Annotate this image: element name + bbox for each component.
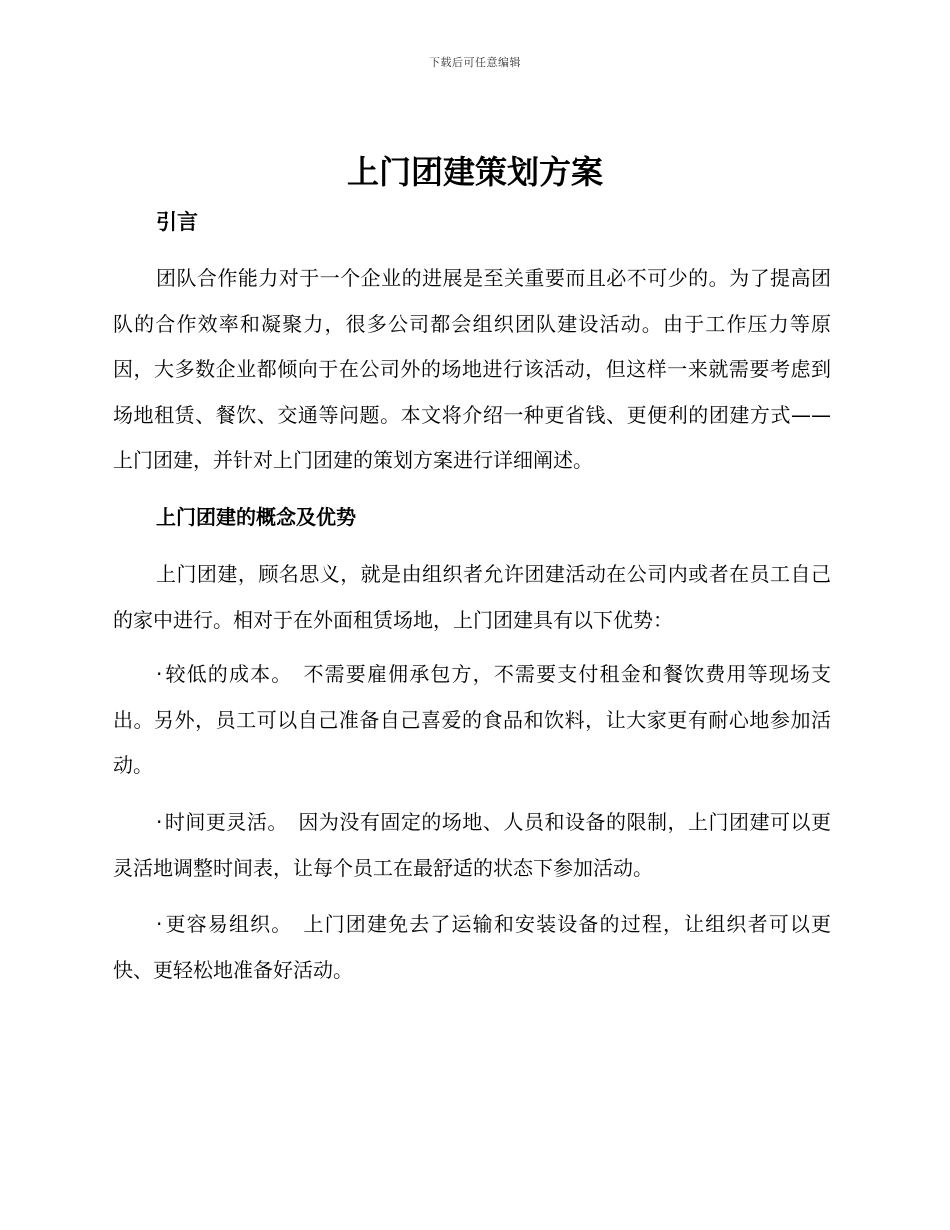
bullet-marker: ·: [156, 810, 163, 834]
intro-paragraph: 团队合作能力对于一个企业的进展是至关重要而且必不可少的。为了提高团队的合作效率和凝聚力，很多公司都会组织团队建设活动。由于工作压力等原因，大多数企业都倾向于在公司外的场地进行该活动，但这样一来就需要考虑到场地租赁、餐饮、交通等问题。本文将介绍一种更省钱、更便利的团建方式——上门团建，并针对上门团建的策划方案进行详细阐述。: [113, 266, 831, 472]
header-note: 下载后可任意编辑: [429, 56, 521, 69]
bullet-item-flexible-time: [113, 800, 831, 891]
bullet-title: 时间更灵活。: [164, 810, 288, 834]
bullet-marker: ·: [156, 912, 163, 936]
concept-paragraph: 上门团建，顾名思义，就是由组织者允许团建活动在公司内或者在员工自己的家中进行。相对于在外面租赁场地，上门团建具有以下优势：: [113, 562, 831, 632]
bullet-title: 较低的成本。: [164, 662, 293, 686]
section-heading-concept: 上门团建的概念及优势: [156, 505, 356, 529]
bullet-item-lower-cost: [113, 652, 831, 789]
bullet-item-easy-organize: [113, 902, 831, 993]
bullet-marker: ·: [156, 662, 163, 686]
section-heading-intro: 引言: [156, 210, 198, 234]
bullet-text: 上门团建免去了运输和安装设备的过程，让组织者可以更快、更轻松地准备好活动。: [113, 912, 832, 982]
document-title: 上门团建策划方案: [346, 153, 603, 191]
bullet-text: 因为没有固定的场地、人员和设备的限制，上门团建可以更灵活地调整时间表，让每个员工在最舒适的状态下参加活动。: [113, 810, 832, 880]
bullet-text: 不需要雇佣承包方，不需要支付租金和餐饮费用等现场支出。另外，员工可以自己准备自己喜爱的食品和饮料，让大家更有耐心地参加活动。: [113, 662, 832, 777]
bullet-title: 更容易组织。: [164, 912, 293, 936]
